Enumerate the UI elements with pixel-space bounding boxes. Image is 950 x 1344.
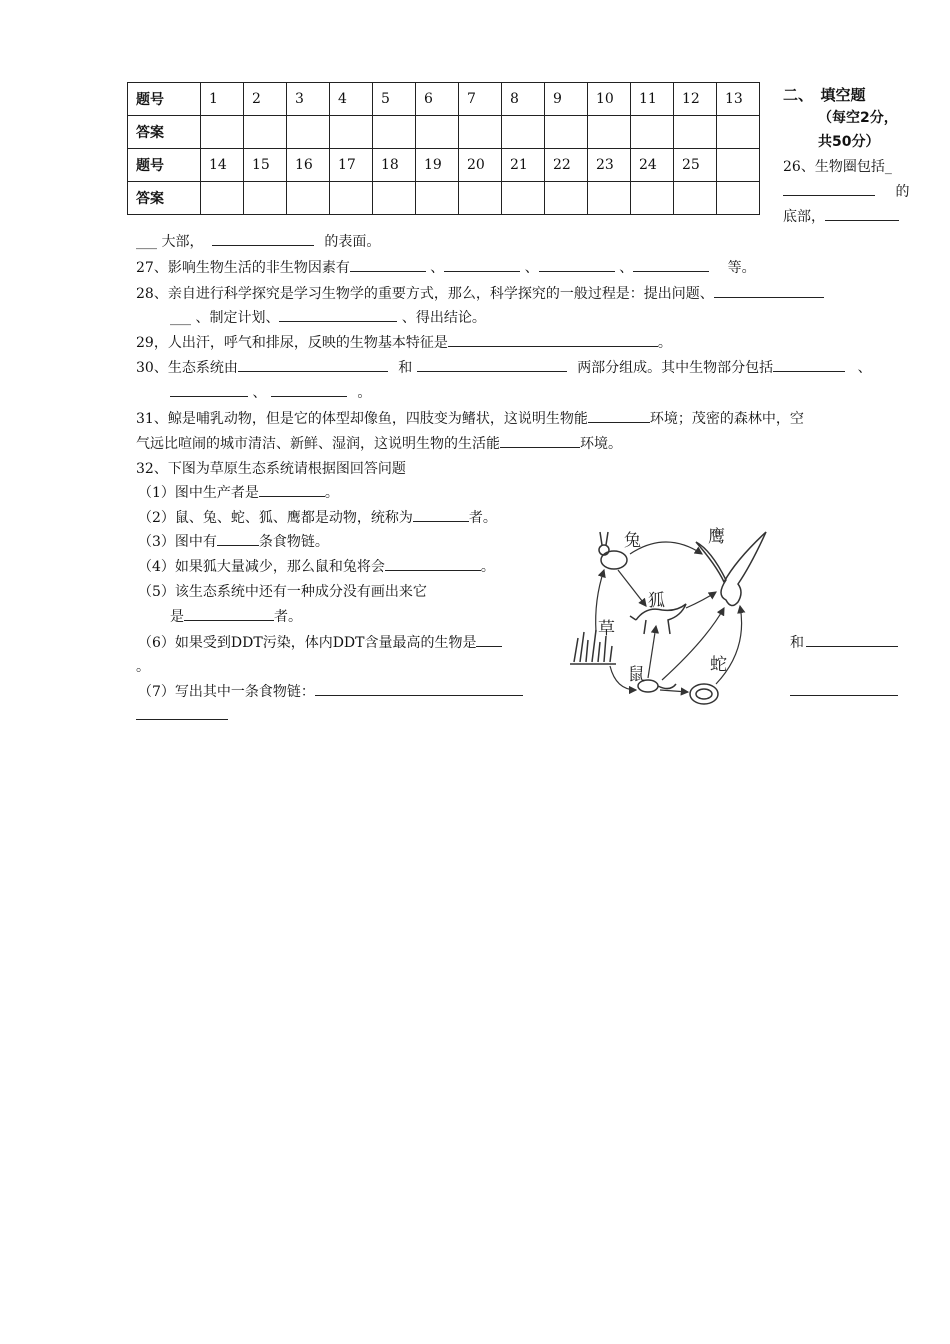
answer-cell[interactable] xyxy=(373,116,416,149)
q31-line-1 xyxy=(136,408,804,428)
q29-end: 。 xyxy=(657,335,672,351)
table-row-header: 题号 xyxy=(128,149,201,182)
snake-icon xyxy=(690,684,718,704)
answer-cell[interactable] xyxy=(373,182,416,215)
question-number-cell: 18 xyxy=(373,149,416,182)
table-row-header: 题号 xyxy=(128,83,201,116)
q27-sep: 、 xyxy=(619,260,634,276)
q32-s4-end: 。 xyxy=(480,559,495,575)
label-fox: 狐 xyxy=(648,591,665,611)
q32-s1-end: 。 xyxy=(324,485,339,501)
q32-s5-is: 是 xyxy=(170,609,184,625)
q30-line-2 xyxy=(170,382,371,402)
q29 xyxy=(136,332,672,352)
question-number-cell: 24 xyxy=(631,149,674,182)
q27-text: 27、影响生物生活的非生物因素有 xyxy=(136,260,350,276)
food-web-figure xyxy=(566,520,780,720)
q31-blank-1[interactable] xyxy=(588,408,650,423)
q26-blank-2[interactable] xyxy=(825,206,899,221)
q28-line-2 xyxy=(170,307,486,327)
q27 xyxy=(136,257,756,277)
label-rabbit: 兔 xyxy=(624,531,641,551)
answer-cell[interactable] xyxy=(330,116,373,149)
question-number-cell: 16 xyxy=(287,149,330,182)
q32-sub-5: （5）该生态系统中还有一种成分没有画出来它 xyxy=(138,584,427,600)
answer-cell[interactable] xyxy=(631,182,674,215)
q27-blank-2[interactable] xyxy=(444,257,520,272)
answer-cell[interactable] xyxy=(459,116,502,149)
question-number-cell xyxy=(717,149,760,182)
rabbit-icon xyxy=(599,532,627,569)
question-number-cell: 23 xyxy=(588,149,631,182)
q32-s5-blank[interactable] xyxy=(184,606,274,621)
q26-part-d: ___ 大部， xyxy=(136,234,204,250)
label-mouse: 鼠 xyxy=(628,665,645,685)
q26-part-c: 底部， xyxy=(783,209,825,225)
question-number-cell: 7 xyxy=(459,83,502,116)
answer-cell[interactable] xyxy=(330,182,373,215)
answer-cell[interactable] xyxy=(674,182,717,215)
answer-cell[interactable] xyxy=(287,116,330,149)
section-note-2: 共50分） xyxy=(818,134,880,150)
q30-blank-2[interactable] xyxy=(417,357,567,372)
q30-blank-4[interactable] xyxy=(170,382,248,397)
q32-sub-5-line-2 xyxy=(170,606,302,626)
q31-text-3: 气远比喧闹的城市清洁、新鲜、湿润，这说明生物的生活能 xyxy=(136,436,500,452)
answer-cell[interactable] xyxy=(201,182,244,215)
q32-sub-6 xyxy=(138,632,502,652)
question-number-cell: 3 xyxy=(287,83,330,116)
answer-table xyxy=(127,82,760,215)
section-title: 二、 填空题 xyxy=(783,86,866,104)
table-row-answers-2 xyxy=(128,182,760,215)
q28-blank-2[interactable] xyxy=(279,307,397,322)
q27-sep: 、 xyxy=(430,260,445,276)
q31-blank-2[interactable] xyxy=(500,433,580,448)
q30-blank-1[interactable] xyxy=(238,357,388,372)
q32-sub-3 xyxy=(138,531,329,551)
q31-text-2: 环境；茂密的森林中，空 xyxy=(649,411,804,427)
question-number-cell: 5 xyxy=(373,83,416,116)
q32-s7-blank-1[interactable] xyxy=(315,681,523,696)
answer-cell[interactable] xyxy=(459,182,502,215)
q30-text-d: 、 xyxy=(857,360,872,376)
answer-cell[interactable] xyxy=(545,182,588,215)
question-number-cell: 6 xyxy=(416,83,459,116)
answer-cell[interactable] xyxy=(674,116,717,149)
q32-s7-blank-3-wrap xyxy=(136,705,228,724)
q31-text-1: 31、鲸是哺乳动物，但是它的体型却像鱼，四肢变为鳍状，这说明生物能 xyxy=(136,411,588,427)
question-number-cell: 1 xyxy=(201,83,244,116)
table-row-header: 答案 xyxy=(128,182,201,215)
q26-line-2 xyxy=(783,181,909,201)
q32-s2-end: 者。 xyxy=(468,510,497,526)
q28-line-1 xyxy=(136,283,824,303)
q32-s6-blank-1[interactable] xyxy=(476,632,502,647)
q32-s7-text: （7）写出其中一条食物链： xyxy=(138,684,315,700)
q32-s2-blank[interactable] xyxy=(413,507,469,522)
label-snake: 蛇 xyxy=(710,655,727,675)
q28-text: 28、亲自进行科学探究是学习生物学的重要方式，那么，科学探究的一般过程是：提出问题、 xyxy=(136,286,714,302)
q32-sub-4 xyxy=(138,556,495,576)
q26-blank-3[interactable] xyxy=(212,231,314,246)
table-row-header: 答案 xyxy=(128,116,201,149)
q26-part-e: 的表面。 xyxy=(324,234,381,250)
q32-s5-end: 者。 xyxy=(274,609,302,625)
food-web-svg xyxy=(566,520,780,720)
label-grass: 草 xyxy=(598,619,615,639)
q32-s7-blank-2-wrap xyxy=(790,681,898,700)
question-number-cell: 17 xyxy=(330,149,373,182)
q32-s3-blank[interactable] xyxy=(217,531,259,546)
q30-text-a: 30、生态系统由 xyxy=(136,360,238,376)
q32-sub-2 xyxy=(138,507,497,527)
q26-part-a: 26、生物圈包括_ xyxy=(783,159,892,175)
label-eagle: 鹰 xyxy=(708,527,725,547)
question-number-cell: 9 xyxy=(545,83,588,116)
q32-s6-and: 和 xyxy=(790,635,804,651)
answer-cell[interactable] xyxy=(588,116,631,149)
q28-text-2: ___ 、制定计划、 xyxy=(170,310,280,326)
q26-line-3 xyxy=(783,206,899,226)
q26-blank-1[interactable] xyxy=(783,181,875,196)
answer-cell[interactable] xyxy=(502,182,545,215)
q32-s4-text: （4）如果狐大量减少，那么鼠和兔将会 xyxy=(138,559,385,575)
question-number-cell: 10 xyxy=(588,83,631,116)
question-number-cell: 13 xyxy=(717,83,760,116)
question-number-cell: 14 xyxy=(201,149,244,182)
q30-line-1 xyxy=(136,357,872,377)
question-number-cell: 8 xyxy=(502,83,545,116)
answer-cell[interactable] xyxy=(416,116,459,149)
q32-s4-blank[interactable] xyxy=(385,556,481,571)
eagle-icon xyxy=(696,532,766,606)
question-number-cell: 22 xyxy=(545,149,588,182)
q30-text-e: 、 xyxy=(252,385,267,401)
q32-title: 32、下图为草原生态系统请根据图回答问题 xyxy=(136,461,406,477)
answer-cell[interactable] xyxy=(545,116,588,149)
section-note-1: （每空2分， xyxy=(818,110,898,126)
q26-part-b: 的 xyxy=(895,184,910,200)
q30-text-b: 和 xyxy=(398,360,413,376)
q32-sub-1 xyxy=(138,482,339,502)
answer-cell[interactable] xyxy=(717,182,760,215)
q32-s3-text: （3）图中有 xyxy=(138,534,217,550)
answer-cell[interactable] xyxy=(502,116,545,149)
q32-s2-text: （2）鼠、兔、蛇、狐、鹰都是动物，统称为 xyxy=(138,510,413,526)
question-number-cell: 4 xyxy=(330,83,373,116)
q32-s6-end: 。 xyxy=(136,659,150,675)
answer-cell[interactable] xyxy=(717,116,760,149)
question-number-cell: 20 xyxy=(459,149,502,182)
q31-text-4: 环境。 xyxy=(580,436,622,452)
q32-sub-6-right xyxy=(790,632,898,652)
q32-s1-text: （1）图中生产者是 xyxy=(138,485,259,501)
q30-blank-5[interactable] xyxy=(271,382,347,397)
q26-line-4 xyxy=(136,231,380,251)
question-number-cell: 15 xyxy=(244,149,287,182)
question-number-cell: 12 xyxy=(674,83,717,116)
table-row-answers-1 xyxy=(128,116,760,149)
q27-end: 等。 xyxy=(727,260,756,276)
answer-cell[interactable] xyxy=(201,116,244,149)
question-number-cell: 2 xyxy=(244,83,287,116)
q32-s7-blank-3[interactable] xyxy=(136,705,228,720)
answer-cell[interactable] xyxy=(287,182,330,215)
answer-cell[interactable] xyxy=(631,116,674,149)
q28-text-3: 、得出结论。 xyxy=(401,310,486,326)
table-row-numbers-1 xyxy=(128,83,760,116)
q30-text-c: 两部分组成。其中生物部分包括 xyxy=(577,360,774,376)
question-number-cell: 11 xyxy=(631,83,674,116)
q27-sep: 、 xyxy=(524,260,539,276)
q30-blank-3[interactable] xyxy=(773,357,845,372)
q29-text: 29，人出汗，呼气和排尿，反映的生物基本特征是 xyxy=(136,335,448,351)
q27-blank-4[interactable] xyxy=(633,257,709,272)
question-number-cell: 21 xyxy=(502,149,545,182)
q32-s6-blank-2[interactable] xyxy=(806,632,898,647)
q27-blank-3[interactable] xyxy=(539,257,615,272)
answer-cell[interactable] xyxy=(244,182,287,215)
answer-cell[interactable] xyxy=(416,182,459,215)
q32-s6-text: （6）如果受到DDT污染，体内DDT含量最高的生物是 xyxy=(138,635,477,651)
q31-line-2 xyxy=(136,433,622,453)
q32-s1-blank[interactable] xyxy=(259,482,325,497)
answer-cell[interactable] xyxy=(588,182,631,215)
q28-blank-1[interactable] xyxy=(714,283,824,298)
q32-s3-end: 条食物链。 xyxy=(258,534,329,550)
question-number-cell: 25 xyxy=(674,149,717,182)
q30-text-f: 。 xyxy=(357,385,372,401)
q32-sub-7 xyxy=(138,681,523,701)
q32-s7-blank-2[interactable] xyxy=(790,681,898,696)
q29-blank[interactable] xyxy=(448,332,658,347)
q27-blank-1[interactable] xyxy=(350,257,426,272)
answer-cell[interactable] xyxy=(244,116,287,149)
table-row-numbers-2 xyxy=(128,149,760,182)
question-number-cell: 19 xyxy=(416,149,459,182)
